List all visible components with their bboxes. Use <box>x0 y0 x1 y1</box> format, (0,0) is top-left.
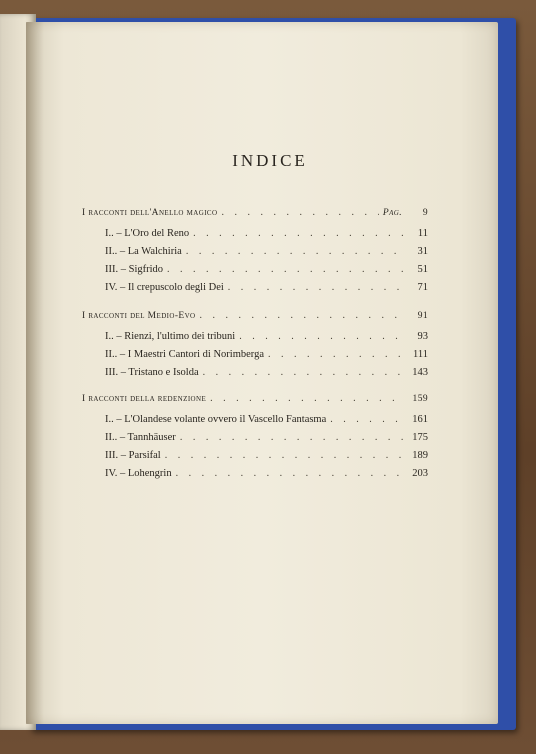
page-number: 11 <box>417 228 428 239</box>
section-title: I racconti del Medio-Evo <box>82 311 196 321</box>
page-number: 91 <box>417 311 428 321</box>
page-number: 161 <box>412 414 428 425</box>
page-number: 111 <box>413 349 428 360</box>
section-title: I racconti dell'Anello magico <box>82 208 218 218</box>
page-number: 9 <box>422 208 428 218</box>
section-heading <box>82 207 428 218</box>
toc-entry <box>105 228 428 239</box>
entry-title: III. – Parsifal <box>105 450 161 461</box>
page-number: 31 <box>417 246 428 257</box>
entry-title: II.. – La Walchiria <box>105 246 182 257</box>
entry-title: I.. – L'Oro del Reno <box>105 228 190 239</box>
entry-title: IV. – Lohengrin <box>105 468 172 479</box>
toc-entry <box>105 349 428 360</box>
dot-leader <box>210 393 404 404</box>
entry-title: II.. – Tannhäuser <box>105 432 176 443</box>
page-prefix: Pag. <box>382 208 402 218</box>
section-heading <box>82 393 428 404</box>
dot-leader <box>203 367 404 378</box>
dot-leader <box>330 414 404 425</box>
dot-leader <box>176 468 404 479</box>
page-number: 143 <box>412 367 428 378</box>
dot-leader <box>180 432 404 443</box>
page-number: 175 <box>412 432 428 443</box>
entry-title: I.. – Rienzi, l'ultimo dei tribuni <box>105 331 236 342</box>
entry-title: II.. – I Maestri Cantori di Norimberga <box>105 349 265 360</box>
page-number: 71 <box>417 282 428 293</box>
toc-entry <box>105 450 428 461</box>
dot-leader <box>167 264 404 275</box>
page-number: 203 <box>412 468 428 479</box>
page-number: 93 <box>417 331 428 342</box>
page-number: 189 <box>412 450 428 461</box>
toc-entry <box>105 432 428 443</box>
dot-leader <box>165 450 404 461</box>
page-title: INDICE <box>232 151 308 170</box>
toc-entry <box>105 264 428 275</box>
dot-leader <box>186 246 404 257</box>
toc-entry <box>105 331 428 342</box>
entry-title: III. – Sigfrido <box>105 264 164 275</box>
entry-title: III. – Tristano e Isolda <box>105 367 199 378</box>
toc-entry <box>105 468 428 479</box>
toc-entry <box>105 282 428 293</box>
dot-leader <box>228 282 404 293</box>
dot-leader <box>268 349 404 360</box>
entry-title: I.. – L'Olandese volante ovvero il Vascello Fantasma <box>105 414 327 425</box>
page-number: 51 <box>417 264 428 275</box>
toc-entry <box>105 246 428 257</box>
dot-leader <box>200 310 404 321</box>
dot-leader <box>193 228 404 239</box>
entry-title: IV. – Il crepuscolo degli Dei <box>105 282 224 293</box>
section-title: I racconti della redenzione <box>82 394 207 404</box>
dot-leader <box>221 207 378 218</box>
toc-entry <box>105 414 428 425</box>
dot-leader <box>239 331 404 342</box>
page-number: 159 <box>412 394 428 404</box>
toc-entry <box>105 367 428 378</box>
section-heading <box>82 310 428 321</box>
